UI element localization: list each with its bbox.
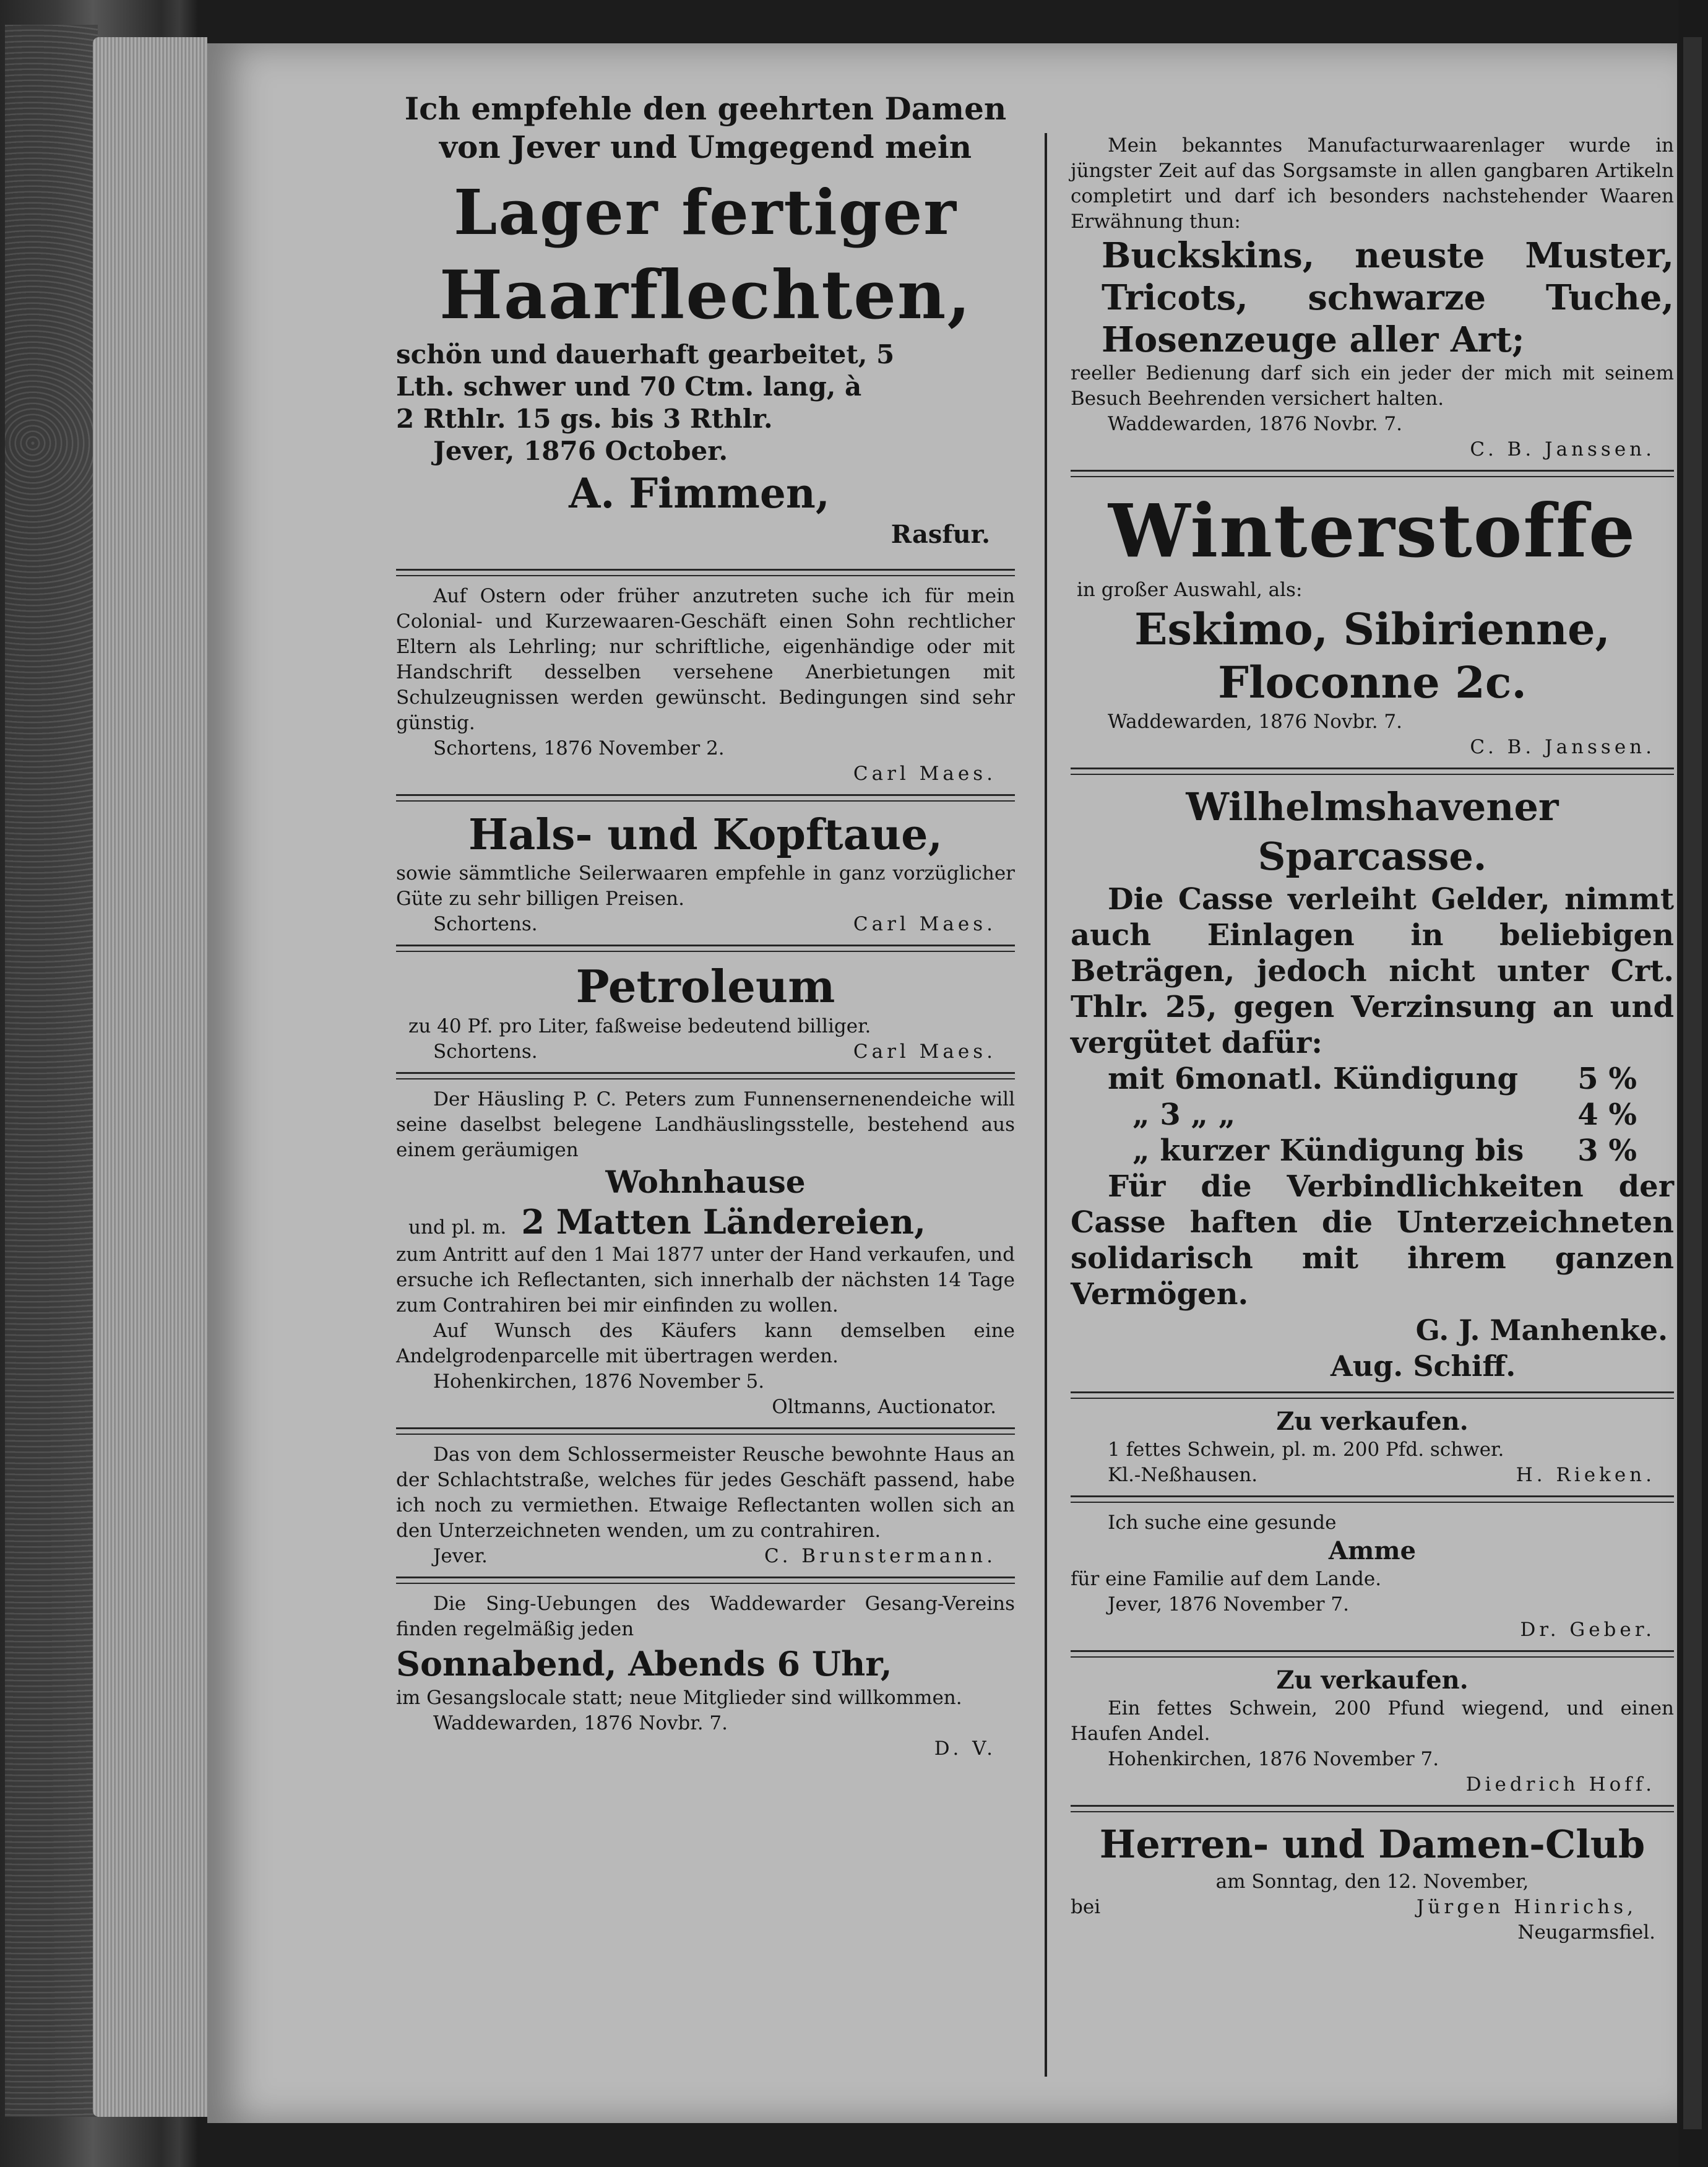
right-column [1071, 133, 1674, 1945]
ad-body: bei [1071, 1896, 1101, 1918]
ad-sparcasse [1071, 782, 1674, 1384]
ad-headline: Zu verkaufen. [1276, 1666, 1469, 1695]
ad-separator [396, 1072, 1015, 1079]
ad-body-line: 2 Rthlr. 15 gs. bis 3 Rthlr. [396, 404, 773, 434]
ad-separator [396, 569, 1015, 576]
ad-place: Schortens. [433, 913, 538, 935]
ad-headline: Wilhelmshavener Sparcasse. [1186, 784, 1559, 879]
ad-place: Neugarmsfiel. [1517, 1921, 1655, 1944]
ad-landstelle [396, 1087, 1015, 1420]
page-stack-edge [93, 37, 207, 2117]
ad-signer: A. Fimmen, [569, 469, 830, 517]
ad-signer-role: Rasfur. [891, 520, 990, 549]
ad-headline: Hals- und Kopftaue, [468, 810, 943, 860]
ad-gesangverein [396, 1591, 1015, 1762]
ad-body: Das von dem Schlossermeister Reusche bewohnte Haus an der Schlachtstraße, welches für jedes Geschäft passend, habe ich noch zu vermiethen. Etwaige Reflectanten wollen sich an den Unterzeichneten wenden, um zu contrahiren. [396, 1443, 1015, 1542]
rate-row [1071, 1133, 1674, 1169]
ad-body: Auf Ostern oder früher anzutreten suche ich für mein Colonial- und Kurzewaaren-Geschäft einen Sohn rechtlicher Eltern als Lehrling; nur schriftliche, eigenhändige oder mit Handschrift desselben versehene Anerbietungen mit Schulzeugnissen werden gewünscht. Bedingungen sind sehr günstig. [396, 585, 1015, 734]
ad-schwein-2 [1071, 1665, 1674, 1797]
ad-body-line: Lth. schwer und 70 Ctm. lang, à [396, 371, 862, 402]
ad-body: Die Sing-Uebungen des Waddewarder Gesang-Vereins finden regelmäßig jeden [396, 1593, 1015, 1640]
ad-body: Die Casse verleiht Gelder, nimmt auch Einlagen in beliebigen Beträgen, jedoch nicht unter Crt. Thlr. 25, gegen Verzinsung an und vergütet dafür: [1071, 882, 1674, 1060]
rate-value: 5 % [1577, 1062, 1637, 1096]
ad-headline: Wohnhause [605, 1164, 806, 1200]
ad-signer: Carl Maes. [853, 913, 996, 935]
ad-separator [1071, 768, 1674, 775]
ad-date: Waddewarden, 1876 Novbr. 7. [1108, 711, 1402, 733]
ad-body: zum Antritt auf den 1 Mai 1877 unter der Hand verkaufen, und ersuche ich Reflectanten, sich innerhalb der nächsten 14 Tage zum Contrahiren bei mir einfinden zu wollen. [396, 1244, 1015, 1317]
ad-date: Schortens, 1876 November 2. [433, 737, 725, 759]
ad-headline: Buckskins, neuste Muster, Tricots, schwarze Tuche, Hosenzeuge aller Art; [1102, 235, 1674, 360]
ad-separator [396, 945, 1015, 952]
ad-manufactur [1071, 133, 1674, 462]
ad-headline: Herren- und Damen-Club [1099, 1822, 1645, 1867]
ad-date: Hohenkirchen, 1876 November 5. [433, 1370, 765, 1393]
rate-label: mit 6monatl. Kündigung [1108, 1062, 1519, 1096]
ad-host: Jürgen Hinrichs, [1417, 1896, 1637, 1918]
ad-separator [396, 1427, 1015, 1435]
book-cover-texture [5, 25, 98, 2117]
ad-intro: in großer Auswahl, als: [1077, 579, 1303, 601]
ad-signer: Dr. Geber. [1520, 1619, 1655, 1641]
left-column [396, 90, 1015, 1762]
ad-haus-vermiethen [396, 1442, 1015, 1569]
ad-headline: Haarflechten, [439, 256, 972, 334]
ad-signer: D. V. [934, 1737, 996, 1760]
ad-headline: Eskimo, Sibirienne, [1134, 603, 1610, 655]
ad-body: reeller Bedienung darf sich ein jeder der mich mit seinem Besuch Beehrenden versichert halten. [1071, 362, 1674, 410]
ad-petroleum [396, 959, 1015, 1065]
ad-signer: Oltmanns, Auctionator. [772, 1396, 996, 1418]
ad-signer: Carl Maes. [853, 763, 996, 785]
ad-intro-line: Ich empfehle den geehrten Damen [404, 90, 1007, 127]
ad-date: Jever, 1876 November 7. [1108, 1593, 1349, 1616]
ad-amme [1071, 1510, 1674, 1643]
rate-value: 3 % [1577, 1133, 1637, 1168]
ad-body: am Sonntag, den 12. November, [1215, 1871, 1529, 1893]
ad-signer: Diedrich Hoff. [1465, 1773, 1655, 1796]
ad-separator [1071, 1805, 1674, 1812]
ad-date: Waddewarden, 1876 Novbr. 7. [433, 1712, 728, 1734]
ad-separator [1071, 470, 1674, 477]
ad-headline: Floconne 2c. [1218, 657, 1527, 708]
ad-separator [1071, 1650, 1674, 1658]
ad-signer: Aug. Schiff. [1331, 1349, 1516, 1383]
ad-body: Für die Verbindlichkeiten der Casse haften die Unterzeichneten solidarisch mit ihrem ganzen Vermögen. [1071, 1169, 1674, 1312]
ad-intro: Ich suche eine gesunde [1108, 1512, 1337, 1534]
ad-place: Kl.-Neßhausen. [1108, 1464, 1258, 1486]
ad-separator [396, 794, 1015, 802]
ad-date: Waddewarden, 1876 Novbr. 7. [1108, 413, 1402, 435]
ad-signer: G. J. Manhenke. [1415, 1313, 1668, 1347]
ad-winterstoffe [1071, 485, 1674, 760]
ad-signer: C. B. Janssen. [1470, 438, 1655, 461]
ad-body: Der Häusling P. C. Peters zum Funnensernenendeiche will seine daselbst belegene Landhäuslingsstelle, bestehend aus einem geräumigen [396, 1088, 1015, 1161]
ad-lehrling [396, 584, 1015, 787]
ad-signer: C. B. Janssen. [1470, 736, 1655, 758]
ad-headline: Sonnabend, Abends 6 Uhr, [396, 1644, 892, 1684]
ad-headline: Amme [1328, 1536, 1417, 1565]
ad-body-line: schön und dauerhaft gearbeitet, 5 [396, 339, 895, 370]
rate-row [1071, 1097, 1674, 1133]
right-border [1678, 0, 1708, 2167]
ad-body: Ein fettes Schwein, 200 Pfund wiegend, und einen Haufen Andel. [1071, 1697, 1674, 1745]
ad-body: und pl. m. [408, 1216, 507, 1239]
ad-headline: 2 Matten Ländereien, [521, 1202, 926, 1242]
ad-headline: Zu verkaufen. [1276, 1407, 1469, 1436]
ad-body: Mein bekanntes Manufacturwaarenlager wurde in jüngster Zeit auf das Sorgsamste in allen gangbaren Artikeln completirt und darf ich besonders nachstehender Waaren Erwähnung thun: [1071, 134, 1674, 233]
ad-kopftaue [396, 809, 1015, 937]
column-divider [1045, 133, 1047, 2077]
ad-headline: Petroleum [576, 960, 835, 1013]
ad-place-date: Jever, 1876 October. [433, 436, 728, 466]
ad-haarflechten [396, 90, 1015, 550]
ad-schwein-1 [1071, 1406, 1674, 1488]
ad-club [1071, 1820, 1674, 1945]
ad-separator [1071, 1495, 1674, 1503]
ad-place: Jever. [433, 1545, 488, 1567]
ad-signer: H. Rieken. [1516, 1464, 1655, 1486]
ad-body: sowie sämmtliche Seilerwaaren empfehle in ganz vorzüglicher Güte zu sehr billigen Preisen. [396, 862, 1015, 910]
ad-body: für eine Familie auf dem Lande. [1071, 1568, 1382, 1590]
ad-place: Schortens. [433, 1040, 538, 1063]
ad-body: 1 fettes Schwein, pl. m. 200 Pfd. schwer. [1108, 1438, 1504, 1461]
ad-signer: Carl Maes. [853, 1040, 996, 1063]
ad-signer: C. Brunstermann. [764, 1545, 996, 1567]
rate-value: 4 % [1577, 1097, 1637, 1132]
ad-body: Auf Wunsch des Käufers kann demselben eine Andelgrodenparcelle mit übertragen werden. [396, 1320, 1015, 1367]
rate-row [1071, 1061, 1674, 1097]
ad-date: Hohenkirchen, 1876 November 7. [1108, 1748, 1439, 1770]
ad-headline: Lager fertiger [454, 176, 957, 249]
ad-headline: Winterstoffe [1108, 488, 1637, 574]
ad-body: im Gesangslocale statt; neue Mitglieder sind willkommen. [396, 1687, 962, 1709]
ad-intro-line: von Jever und Umgegend mein [439, 129, 972, 165]
ad-separator [1071, 1391, 1674, 1399]
ad-body: zu 40 Pf. pro Liter, faßweise bedeutend billiger. [408, 1015, 871, 1037]
ad-separator [396, 1577, 1015, 1584]
rate-label: „ kurzer Kündigung bis [1132, 1133, 1524, 1168]
rate-label: „ 3 „ „ [1132, 1097, 1236, 1132]
